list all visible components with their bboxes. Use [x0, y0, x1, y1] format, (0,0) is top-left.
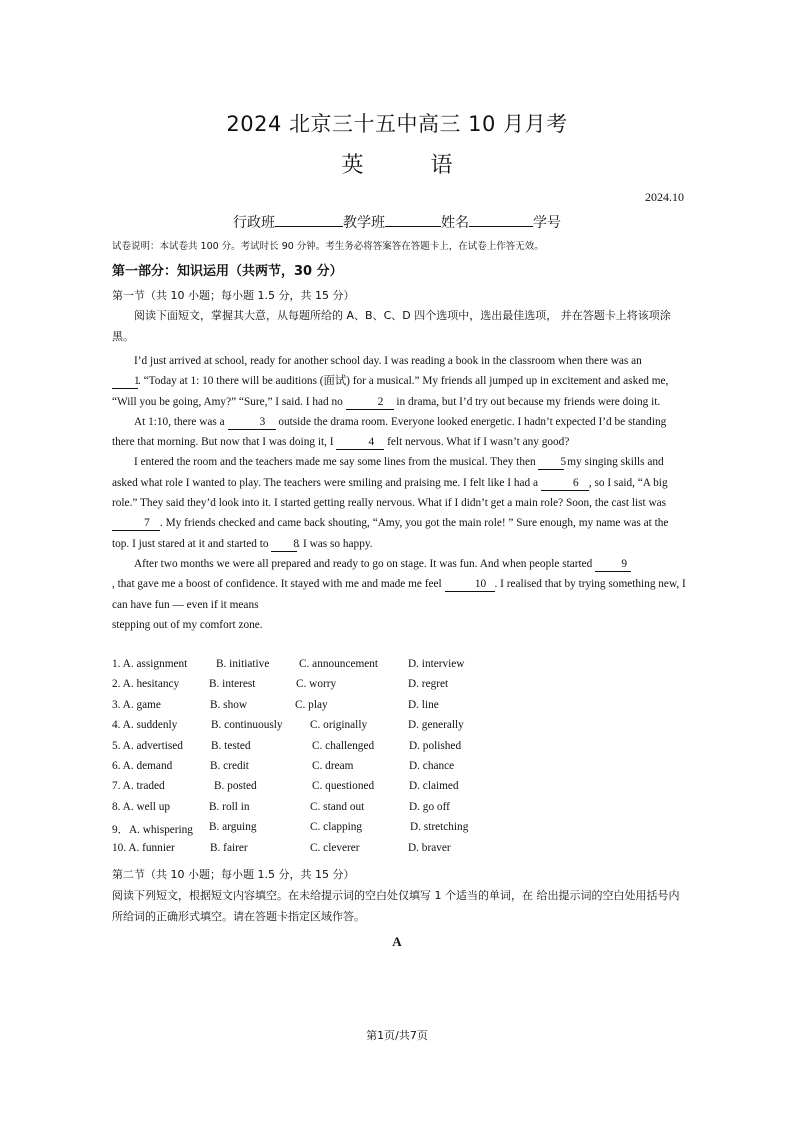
option-b[interactable]: B. posted	[214, 780, 257, 793]
option-row	[112, 842, 712, 862]
option-a[interactable]: 5. A. advertised	[112, 739, 183, 752]
field-label-student-id: 学号	[533, 215, 561, 231]
blank-3: 3	[228, 416, 276, 430]
blank-2: 2	[346, 396, 394, 410]
option-row	[112, 760, 712, 780]
page-number: 第1页/共7页	[366, 1029, 428, 1042]
option-d[interactable]: D. chance	[409, 759, 455, 772]
option-d[interactable]: D. generally	[408, 719, 464, 732]
option-d[interactable]: D. braver	[408, 841, 451, 854]
paragraph: I entered the room and the teachers made me say some lines from the musical. They then 5 my singing skills and asked what role I wanted to play. The teachers were smiling and praising me. I felt like I had a 6 , so I said, “A big role.” They said they’d look into it. I started getting really nervous. What if I didn’t get a main role? Soon, the cast list was 7 . My friends checked and came back shouting, “Amy, you got the main role! ” Sure enough, my name was at the top. I just stared at it and started to 8. I was so happy.	[112, 456, 669, 550]
option-c[interactable]: C. challenged	[312, 739, 375, 752]
option-c[interactable]: C. worry	[296, 678, 337, 691]
option-c[interactable]: C. stand out	[310, 800, 365, 813]
name-blank[interactable]	[469, 212, 533, 227]
blank-4: 4	[336, 436, 384, 450]
option-a[interactable]: 10. A. funnier	[112, 841, 175, 854]
field-label-teaching-class: 教学班	[343, 215, 385, 231]
option-d[interactable]: D. claimed	[409, 780, 459, 793]
option-c[interactable]: C. clapping	[310, 821, 363, 834]
option-row	[112, 699, 712, 719]
blank-9: 9	[595, 558, 631, 572]
option-d[interactable]: D. line	[408, 698, 439, 711]
exam-title: 2024 北京三十五中高三 10 月月考	[226, 112, 568, 136]
paragraph: After two months we were all prepared and ready to go on stage. It was fun. And when people started 9 , that gave me a boost of confidence. It stayed with me and made me feel 10 . I realised that by trying something new, I can have fun — even if it means	[112, 557, 686, 611]
student-info-fields	[0, 212, 794, 232]
option-d[interactable]: D. polished	[409, 739, 462, 752]
admin-class-blank[interactable]	[275, 212, 343, 227]
option-b[interactable]: B. show	[210, 698, 248, 711]
option-b[interactable]: B. initiative	[216, 658, 270, 670]
option-row	[112, 740, 712, 760]
option-c[interactable]: C. cleverer	[310, 841, 360, 854]
option-row	[112, 678, 712, 698]
option-row	[112, 719, 712, 739]
option-c[interactable]: C. originally	[310, 719, 368, 732]
option-a[interactable]: 6. A. demand	[112, 759, 173, 772]
blank-1: 1	[112, 375, 138, 389]
exam-instructions-note: 试卷说明：本试卷共 100 分。考试时长 90 分钟。考生务必将答案答在答题卡上，在试卷上作答无效。	[112, 241, 544, 252]
option-d[interactable]: D. interview	[408, 658, 465, 670]
option-d[interactable]: D. regret	[408, 678, 449, 691]
option-b[interactable]: B. roll in	[209, 800, 250, 813]
section1-instruction: 阅读下面短文，掌握其大意，从每题所给的 A、B、C、D 四个选项中，选出最佳选项， 并在答题卡上将该项涂黑。	[112, 309, 671, 343]
teaching-class-blank[interactable]	[385, 212, 441, 227]
option-b[interactable]: B. tested	[211, 739, 251, 752]
option-row	[112, 780, 712, 800]
option-a[interactable]: 1. A. assignment	[112, 658, 188, 670]
option-c[interactable]: C. announcement	[299, 658, 379, 670]
option-b[interactable]: B. continuously	[211, 719, 283, 732]
option-c[interactable]: C. questioned	[312, 780, 375, 793]
option-a[interactable]: 4. A. suddenly	[112, 719, 178, 732]
option-c[interactable]: C. dream	[312, 759, 354, 772]
option-row	[112, 658, 712, 678]
paragraph: I’d just arrived at school, ready for another school day. I was reading a book in the classroom when there was an 1. “Today at 1: 10 there will be auditions (面试) for a musical.” My friends all jumped up in excitement and asked me, “Will you be going, Amy?” “Sure,” I said. I had no 2 in drama, but I’d try out because my friends were doing it.	[112, 355, 669, 408]
option-a[interactable]: 9．A. whispering	[112, 824, 193, 837]
exam-date: 2024.10	[645, 190, 684, 204]
option-d[interactable]: D. go off	[409, 800, 450, 813]
field-label-name: 姓名	[441, 215, 469, 231]
option-a[interactable]: 3. A. game	[112, 698, 161, 711]
subject-title: 英 语	[341, 153, 483, 178]
section2-heading: 第二节（共 10 小题；每小题 1.5 分，共 15 分）	[112, 868, 355, 881]
option-b[interactable]: B. arguing	[209, 821, 257, 834]
option-b[interactable]: B. credit	[210, 759, 249, 772]
paragraph: stepping out of my comfort zone.	[112, 618, 263, 631]
blank-7: 7	[112, 517, 160, 531]
part1-heading: 第一部分：知识运用（共两节，30 分）	[112, 264, 343, 279]
paragraph: At 1:10, there was a 3 outside the drama room. Everyone looked energetic. I hadn’t expected I’d be standing there that morning. But now that I was doing it, I 4 felt nervous. What if I wasn’t any good?	[112, 415, 667, 449]
option-c[interactable]: C. play	[295, 698, 328, 711]
blank-6: 6	[541, 477, 589, 491]
option-row	[112, 821, 712, 841]
option-d[interactable]: D. stretching	[410, 821, 469, 834]
cloze-passage	[112, 351, 686, 635]
part-label: A	[392, 934, 402, 949]
field-label-admin-class: 行政班	[233, 215, 275, 231]
section1-heading: 第一节（共 10 小题；每小题 1.5 分，共 15 分）	[112, 289, 355, 302]
option-a[interactable]: 2. A. hesitancy	[112, 678, 180, 691]
blank-8: 8	[271, 538, 297, 552]
answer-options	[112, 658, 712, 862]
blank-5: 5	[538, 456, 564, 470]
blank-10: 10	[445, 578, 495, 592]
option-a[interactable]: 8. A. well up	[112, 800, 171, 813]
section2-instruction: 阅读下列短文，根据短文内容填空。在未给提示词的空白处仅填写 1 个适当的单词，在 给出提示词的空白处用括号内所给词的正确形式填空。请在答题卡指定区域作答。	[112, 889, 680, 923]
option-b[interactable]: B. interest	[209, 678, 256, 691]
option-a[interactable]: 7. A. traded	[112, 780, 165, 793]
option-b[interactable]: B. fairer	[210, 841, 248, 854]
option-row	[112, 801, 712, 821]
